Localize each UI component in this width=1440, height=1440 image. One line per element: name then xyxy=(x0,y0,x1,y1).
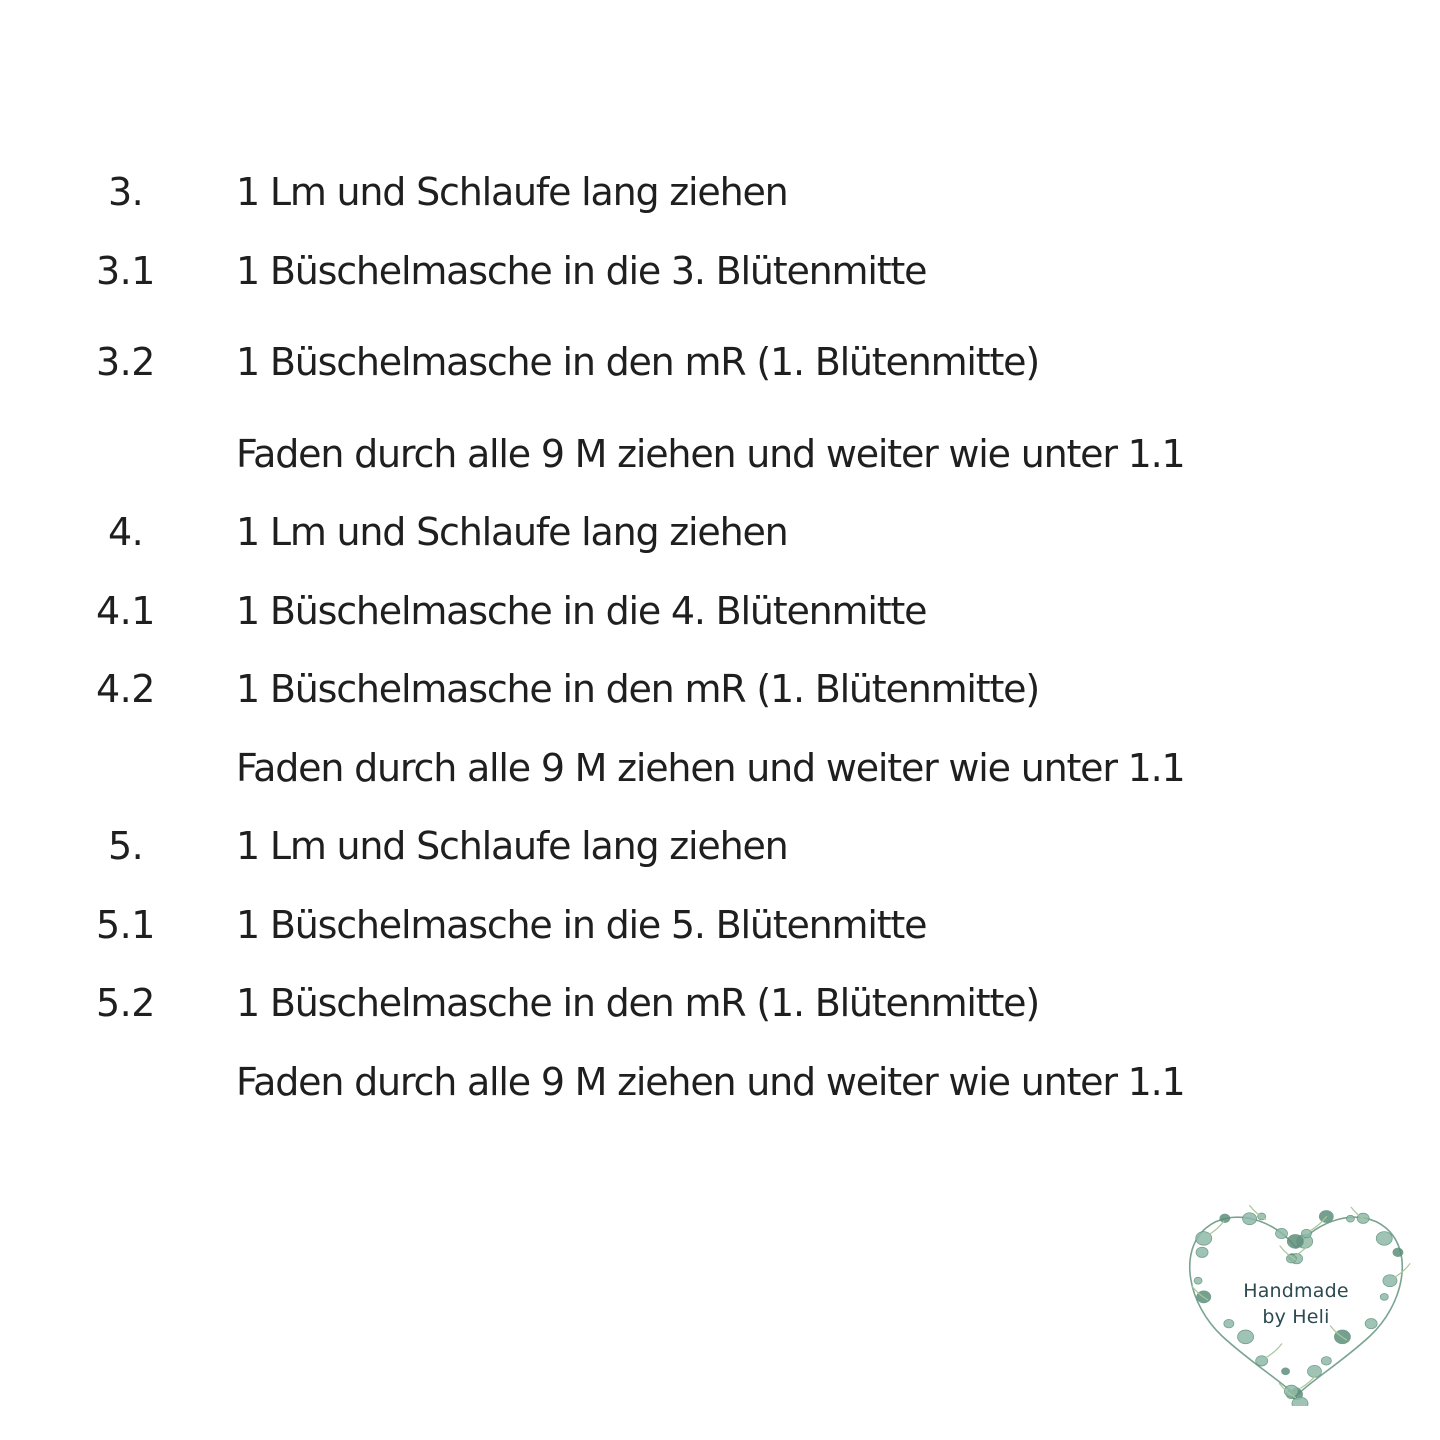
step-row xyxy=(0,816,1300,876)
leaf xyxy=(1393,1248,1403,1257)
handmade-logo xyxy=(1172,1196,1420,1406)
step-number: 3. xyxy=(108,170,144,214)
step-row xyxy=(0,659,1300,719)
logo-line-2: by Heli xyxy=(1262,1306,1330,1328)
step-text: 1 Büschelmasche in den mR (1. Blütenmitte) xyxy=(236,981,1039,1025)
step-text: 1 Büschelmasche in die 5. Blütenmitte xyxy=(236,903,927,947)
step-text: Faden durch alle 9 M ziehen und weiter wie unter 1.1 xyxy=(236,1060,1185,1104)
step-number: 5.2 xyxy=(96,981,155,1025)
step-text: Faden durch alle 9 M ziehen und weiter wie unter 1.1 xyxy=(236,746,1185,790)
step-row xyxy=(0,973,1300,1033)
leaf xyxy=(1346,1215,1354,1222)
leaf xyxy=(1220,1214,1230,1223)
leaf xyxy=(1376,1232,1392,1246)
step-row xyxy=(0,581,1300,641)
step-number: 5.1 xyxy=(96,903,155,947)
step-row xyxy=(0,241,1300,301)
leaf xyxy=(1243,1213,1257,1225)
step-text: 1 Lm und Schlaufe lang ziehen xyxy=(236,170,788,214)
step-row xyxy=(0,738,1300,798)
step-text: 1 Büschelmasche in die 4. Blütenmitte xyxy=(236,589,927,633)
step-text: 1 Büschelmasche in den mR (1. Blütenmitte) xyxy=(236,667,1039,711)
sprig xyxy=(1266,1344,1282,1358)
step-row xyxy=(0,332,1300,392)
leaf xyxy=(1276,1228,1288,1238)
step-text: 1 Lm und Schlaufe lang ziehen xyxy=(236,824,788,868)
step-number: 3.1 xyxy=(96,249,155,293)
leaf xyxy=(1321,1357,1331,1366)
step-number: 4.1 xyxy=(96,589,155,633)
step-number: 3.2 xyxy=(96,340,155,384)
leaf xyxy=(1196,1247,1208,1257)
logo-line-1: Handmade xyxy=(1243,1280,1349,1302)
leaf xyxy=(1287,1235,1303,1249)
step-row xyxy=(0,895,1300,955)
step-text: 1 Lm und Schlaufe lang ziehen xyxy=(236,510,788,554)
leaf xyxy=(1307,1365,1321,1377)
step-number: 4.2 xyxy=(96,667,155,711)
step-text: Faden durch alle 9 M ziehen und weiter wie unter 1.1 xyxy=(236,432,1185,476)
sprig xyxy=(1208,1221,1224,1235)
step-row xyxy=(0,162,1300,222)
step-number: 4. xyxy=(108,510,144,554)
step-text: 1 Büschelmasche in die 3. Blütenmitte xyxy=(236,249,927,293)
step-number: 5. xyxy=(108,824,144,868)
step-row xyxy=(0,1052,1300,1112)
step-text: 1 Büschelmasche in den mR (1. Blütenmitte) xyxy=(236,340,1039,384)
step-row xyxy=(0,502,1300,562)
leaf xyxy=(1238,1330,1254,1344)
step-row xyxy=(0,424,1300,484)
leaf xyxy=(1196,1232,1212,1246)
leaf xyxy=(1282,1368,1290,1375)
